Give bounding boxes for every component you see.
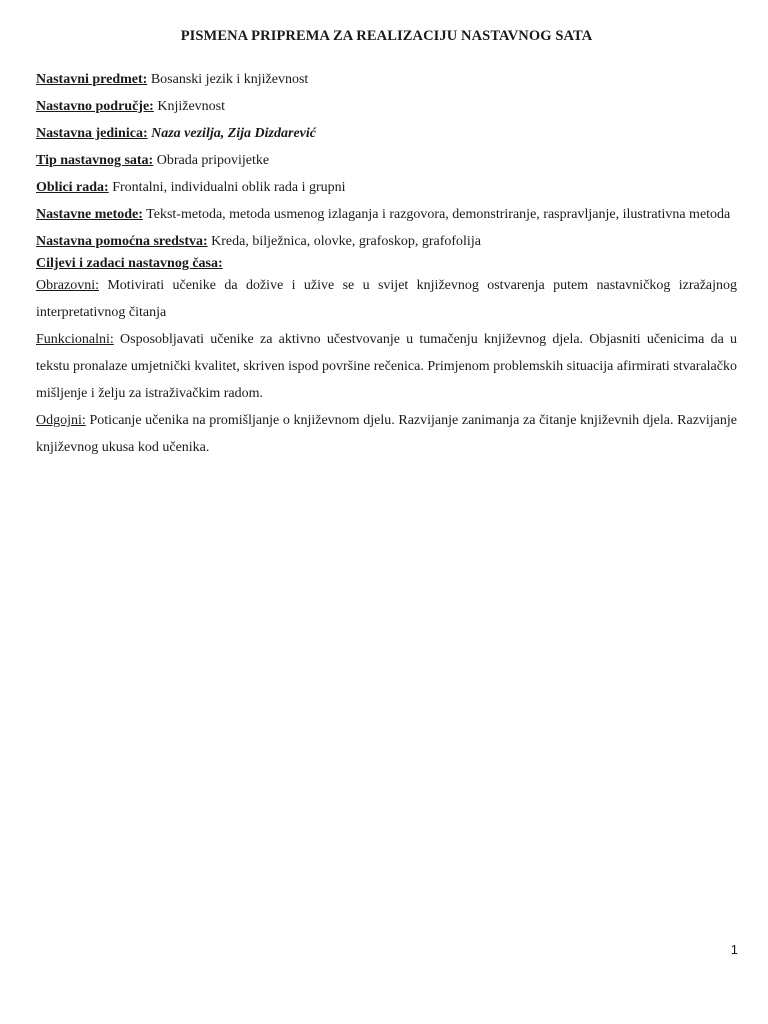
goal-funkcionalni-label: Funkcionalni: — [36, 332, 114, 347]
document-page — [36, 26, 737, 461]
page-number: 1 — [730, 942, 738, 957]
field-tip — [36, 147, 737, 174]
field-oblici-value: Frontalni, individualni oblik rada i grupni — [112, 180, 346, 195]
field-oblici — [36, 174, 737, 201]
field-metode-label: Nastavne metode: — [36, 207, 143, 222]
goal-funkcionalni — [36, 326, 737, 407]
goal-obrazovni-text: Motivirati učenike da dožive i užive se u svijet književnog ostvarenja putem nastavničkog izražajnog interpretativnog čitanja — [36, 278, 738, 320]
field-jedinica-value: Naza vezilja, Zija Dizdarević — [151, 126, 316, 141]
goal-funkcionalni-text: Osposobljavati učenike za aktivno učestvovanje u tumačenju književnog djela. Objasniti učenicima da u tekstu pronalaze umjetnički kvalitet, skriven ispod površine rečenica. Primjenom problemskih situacija afirmirati stvaralačko mišljenje i želju za istraživačkim radom. — [36, 332, 738, 401]
field-predmet-label: Nastavni predmet: — [36, 72, 148, 87]
field-jedinica-label: Nastavna jedinica: — [36, 126, 148, 141]
field-predmet — [36, 66, 737, 93]
field-podrucje-label: Nastavno područje: — [36, 99, 154, 114]
field-jedinica — [36, 120, 737, 147]
field-podrucje-value: Književnost — [157, 99, 225, 114]
field-podrucje — [36, 93, 737, 120]
field-tip-label: Tip nastavnog sata: — [36, 153, 154, 168]
field-oblici-label: Oblici rada: — [36, 180, 109, 195]
field-sredstva-value: Kreda, bilježnica, olovke, grafoskop, grafofolija — [211, 234, 481, 249]
field-predmet-value: Bosanski jezik i književnost — [150, 72, 309, 87]
goal-odgojni-text: Poticanje učenika na promišljanje o književnom djelu. Razvijanje zanimanja za čitanje književnih djela. Razvijanje književnog ukusa kod učenika. — [36, 413, 738, 455]
goals-heading: Ciljevi i zadaci nastavnog časa: — [36, 256, 223, 271]
field-metode — [36, 201, 737, 228]
field-sredstva — [36, 228, 737, 255]
goals-heading-row — [36, 256, 737, 272]
document-title: PISMENA PRIPREMA ZA REALIZACIJU NASTAVNOG SATA — [180, 28, 593, 44]
goal-obrazovni — [36, 272, 737, 326]
field-tip-value: Obrada pripovijetke — [156, 153, 270, 168]
field-metode-value: Tekst-metoda, metoda usmenog izlaganja i razgovora, demonstriranje, raspravljanje, ilustrativna metoda — [146, 207, 731, 222]
goal-odgojni-label: Odgojni: — [36, 413, 86, 428]
field-sredstva-label: Nastavna pomoćna sredstva: — [36, 234, 208, 249]
goal-odgojni — [36, 407, 737, 461]
goal-obrazovni-label: Obrazovni: — [36, 278, 99, 293]
